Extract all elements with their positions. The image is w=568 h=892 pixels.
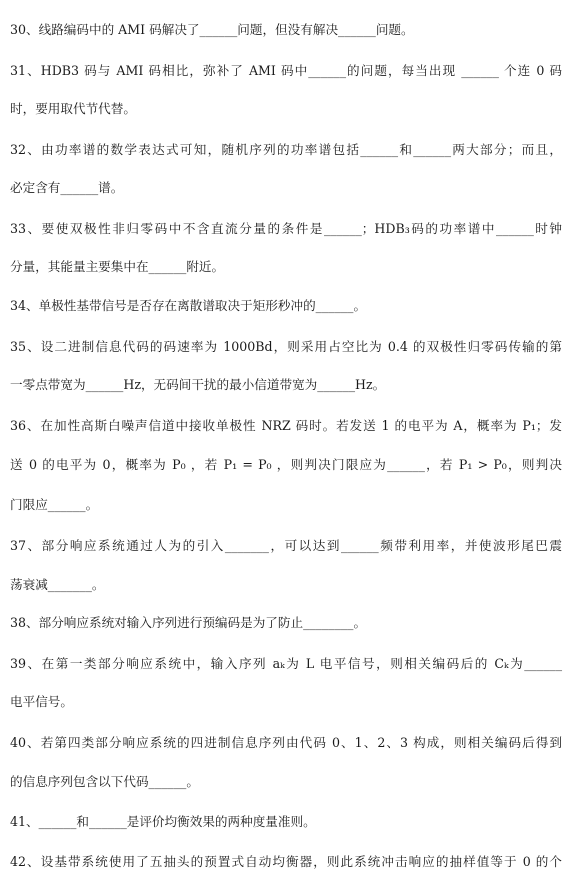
question-32-line-2: 必定含有______谱。 [10, 180, 124, 195]
question-36-line-1: 36、在加性高斯白噪声信道中接收单极性 NRZ 码时。若发送 1 的电平为 A，概率为 P₁；发 [10, 418, 562, 433]
question-31-line-1: 31、HDB3 码与 AMI 码相比，弥补了 AMI 码中______的问题，每当出现 ______ 个连 0 码 [10, 63, 562, 78]
question-38: 38、部分响应系统对输入序列进行预编码是为了防止________。 [10, 615, 367, 630]
question-37-line-2: 荡衰减_______。 [10, 577, 105, 592]
question-31-line-2: 时，要用取代节代替。 [10, 101, 136, 116]
question-33-line-2: 分量，其能量主要集中在______附近。 [10, 259, 225, 274]
question-36-line-3: 门限应______。 [10, 497, 99, 512]
question-40-line-1: 40、若第四类部分响应系统的四进制信息序列由代码 0、1、2、3 构成，则相关编码后得到 [10, 735, 562, 750]
question-41: 41、______和______是评价均衡效果的两种度量准则。 [10, 814, 316, 829]
question-35-line-1: 35、设二进制信息代码的码速率为 1000Bd，则采用占空比为 0.4 的双极性归零码传输的第 [10, 339, 562, 354]
question-40-line-2: 的信息序列包含以下代码______。 [10, 774, 199, 789]
question-35-line-2: 一零点带宽为______Hz，无码间干扰的最小信道带宽为______Hz。 [10, 377, 386, 392]
question-36-line-2: 送 0 的电平为 0，概率为 P₀ ，若 P₁ = P₀ ，则判决门限应为______，若 P₁ > P₀，则判决 [10, 457, 562, 472]
question-37-line-1: 37、部分响应系统通过人为的引入_______，可以达到______频带利用率，并使波形尾巴震 [10, 538, 562, 553]
question-42: 42、设基带系统使用了五抽头的预置式自动均衡器，则此系统冲击响应的抽样值等于 0 的个 [10, 854, 562, 869]
question-33-line-1: 33、要使双极性非归零码中不含直流分量的条件是______；HDB₃码的功率谱中______时钟 [10, 221, 562, 236]
question-34: 34、单极性基带信号是否存在离散谱取决于矩形秒冲的______。 [10, 298, 367, 313]
question-32-line-1: 32、由功率谱的数学表达式可知，随机序列的功率谱包括______和______两大部分；而且， [10, 142, 562, 157]
question-30: 30、线路编码中的 AMI 码解决了______问题，但没有解决______问题。 [10, 22, 414, 37]
question-39-line-2: 电平信号。 [10, 694, 73, 709]
question-39-line-1: 39、在第一类部分响应系统中，输入序列 aₖ为 L 电平信号，则相关编码后的 Cₖ为______ [10, 656, 562, 671]
